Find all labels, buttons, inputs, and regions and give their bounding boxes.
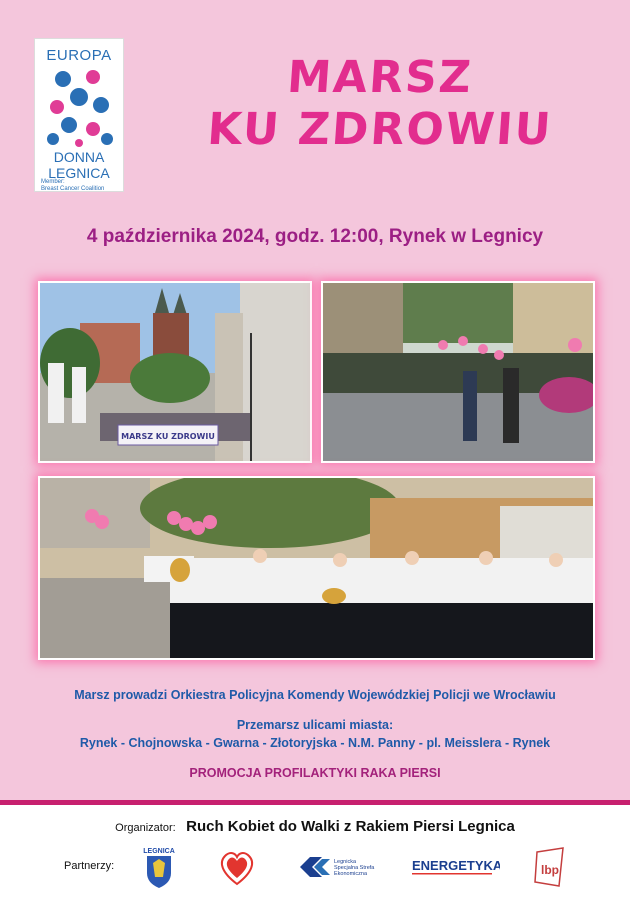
logo-member-text xyxy=(41,179,121,193)
europa-donna-logo xyxy=(34,38,124,192)
route-streets: Rynek - Chojnowska - Gwarna - Złotoryjska - N.M. Panny - pl. Meisslera - Rynek xyxy=(79,736,551,750)
logo-legnica-text: LEGNICA xyxy=(48,165,110,181)
route-heading: Przemarsz ulicami miasta: xyxy=(236,718,394,732)
organizer-label: Organizator: xyxy=(115,822,176,834)
energetyka-text: ENERGETYKA xyxy=(412,858,500,873)
organizer-line xyxy=(0,818,630,836)
logo-europa-text: EUROPA xyxy=(46,47,112,64)
photo-police-orchestra xyxy=(38,476,595,660)
event-date-location: 4 października 2024, godz. 12:00, Rynek w Legnicy xyxy=(86,226,544,247)
photo-market-square xyxy=(38,281,312,463)
organizer-name: Ruch Kobiet do Walki z Rakiem Piersi Legnica xyxy=(186,818,515,835)
lbp-logo xyxy=(533,846,567,890)
logo-coalition-label: Breast Cancer Coalition xyxy=(41,186,105,192)
photo-march-street xyxy=(321,281,595,463)
poster-title xyxy=(150,52,610,156)
logo-donna-legnica xyxy=(35,149,123,181)
orchestra-info: Marsz prowadzi Orkiestra Policyjna Komendy Wojewódzkiej Policji we Wrocławiu xyxy=(74,688,556,702)
legnica-crest-logo xyxy=(142,845,176,889)
partners-label: Partnerzy: xyxy=(64,860,115,872)
promo-text: PROMOCJA PROFILAKTYKI RAKA PIERSI xyxy=(189,766,441,780)
lsse-logo xyxy=(300,855,390,879)
banner-text: MARSZ KU ZDROWIU xyxy=(121,432,215,441)
heart-logo xyxy=(217,844,257,888)
lsse-line-2: Specjalna Strefa xyxy=(334,865,375,871)
title-line-2: KU ZDROWIU xyxy=(205,104,555,155)
title-line-1: MARSZ xyxy=(285,52,475,103)
lsse-line-3: Ekonomiczna xyxy=(334,871,368,877)
logo-donna-text: DONNA xyxy=(53,149,105,165)
logo-member-label: Member: xyxy=(41,179,65,185)
energetyka-logo xyxy=(410,856,500,878)
legnica-logo-text: LEGNICA xyxy=(143,848,175,855)
lsse-line-1: Legnicka xyxy=(334,859,357,865)
logo-figures-icon xyxy=(43,67,115,147)
lbp-text: lbp xyxy=(541,863,559,877)
